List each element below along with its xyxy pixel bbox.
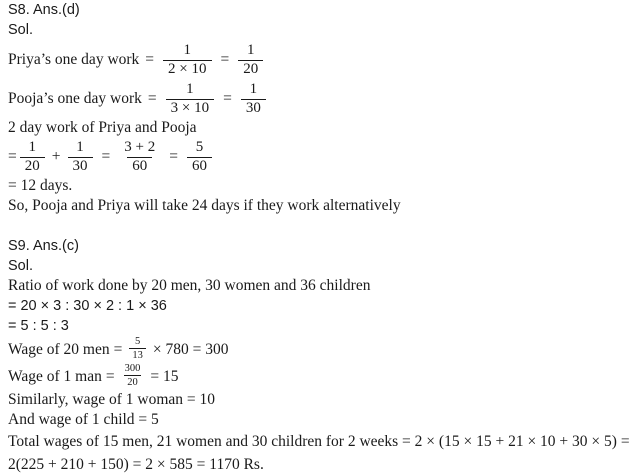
- fraction-denominator: 13: [129, 348, 146, 361]
- fraction-denominator: 20: [124, 375, 141, 388]
- fraction-numerator: 5: [195, 138, 204, 155]
- priya-label: Priya’s one day work: [8, 51, 140, 68]
- fraction-1-over-3x10: [166, 82, 214, 117]
- pooja-label: Pooja’s one day work: [8, 90, 142, 107]
- fraction-numerator: 1: [186, 80, 194, 97]
- fraction-1-over-2x10: [163, 43, 211, 78]
- fraction-5-over-60: [187, 140, 212, 175]
- fraction-denominator: 20: [238, 60, 263, 78]
- solution-label-s8: Sol.: [8, 22, 33, 38]
- fraction-300-over-20: [122, 363, 144, 387]
- fraction-denominator: 20: [20, 157, 45, 175]
- equation-wage-of-20-men: [0, 336, 632, 363]
- equation-priya-one-day-work: [0, 40, 632, 80]
- wage-1-woman: Similarly, wage of 1 woman = 10: [8, 391, 216, 408]
- equals-sign: =: [145, 51, 155, 68]
- wage-1-man-tail: = 15: [150, 367, 179, 385]
- equation-combined-two-day-work: [0, 138, 632, 176]
- equals-sign: =: [105, 367, 115, 385]
- wage-1-child: And wage of 1 child = 5: [8, 411, 159, 428]
- conclusion-s8: So, Pooja and Priya will take 24 days if they work alternatively: [8, 197, 401, 214]
- wage-20-men-tail: × 780 = 300: [152, 340, 229, 358]
- fraction-numerator: 5: [135, 336, 141, 348]
- plus-sign: +: [51, 148, 61, 165]
- result-days: = 12 days.: [8, 177, 73, 194]
- equals-sign: =: [169, 148, 178, 165]
- wage-1-man-label: Wage of 1 man: [8, 367, 102, 385]
- ratio-statement: Ratio of work done by 20 men, 30 women and 36 children: [8, 277, 371, 294]
- fraction-denominator: 60: [187, 157, 212, 175]
- fraction-3plus2-over-60: [119, 140, 160, 175]
- fraction-numerator: 3 + 2: [124, 138, 156, 155]
- fraction-numerator: 1: [76, 138, 84, 155]
- fraction-1-over-20: [238, 43, 263, 78]
- equals-sign: =: [147, 90, 157, 107]
- fraction-1-over-20: [20, 140, 45, 175]
- equals-sign: =: [101, 148, 111, 165]
- solution-label-s9: Sol.: [8, 258, 33, 274]
- total-wages-statement: Total wages of 15 men, 21 women and 30 children for 2 weeks = 2 × (15 × 15 + 21 × 10 + 30 × 5) = 2(225 + 210 + 150) = 2 × 585 = 1170 Rs.: [8, 433, 630, 473]
- wage-20-men-label: Wage of 20 men: [8, 340, 110, 358]
- fraction-numerator: 1: [28, 138, 36, 155]
- fraction-numerator: 1: [249, 80, 258, 97]
- fraction-denominator: 60: [127, 157, 152, 175]
- two-day-work-statement: 2 day work of Priya and Pooja: [8, 119, 197, 136]
- solution-heading-s8: S8. Ans.(d): [8, 2, 80, 18]
- equals-sign: =: [113, 340, 123, 358]
- fraction-denominator: 30: [241, 99, 266, 117]
- ratio-expansion: = 20 × 3 : 30 × 2 : 1 × 36: [8, 298, 167, 314]
- fraction-denominator: 3 × 10: [166, 99, 214, 117]
- equals-sign: =: [223, 90, 232, 107]
- equation-pooja-one-day-work: [0, 80, 632, 118]
- equals-sign: =: [8, 148, 17, 165]
- equation-wage-of-1-man: [0, 363, 632, 390]
- fraction-1-over-30: [68, 140, 93, 175]
- fraction-numerator: 1: [247, 41, 255, 58]
- ratio-result: = 5 : 5 : 3: [8, 318, 69, 334]
- fraction-denominator: 2 × 10: [163, 60, 211, 78]
- solution-heading-s9: S9. Ans.(c): [8, 238, 79, 254]
- fraction-denominator: 30: [68, 157, 93, 175]
- section-gap: [0, 216, 632, 236]
- fraction-5-over-13: [129, 336, 146, 360]
- fraction-numerator: 1: [183, 41, 192, 58]
- fraction-1-over-30: [241, 82, 266, 117]
- equals-sign: =: [220, 51, 230, 68]
- fraction-numerator: 300: [124, 363, 141, 375]
